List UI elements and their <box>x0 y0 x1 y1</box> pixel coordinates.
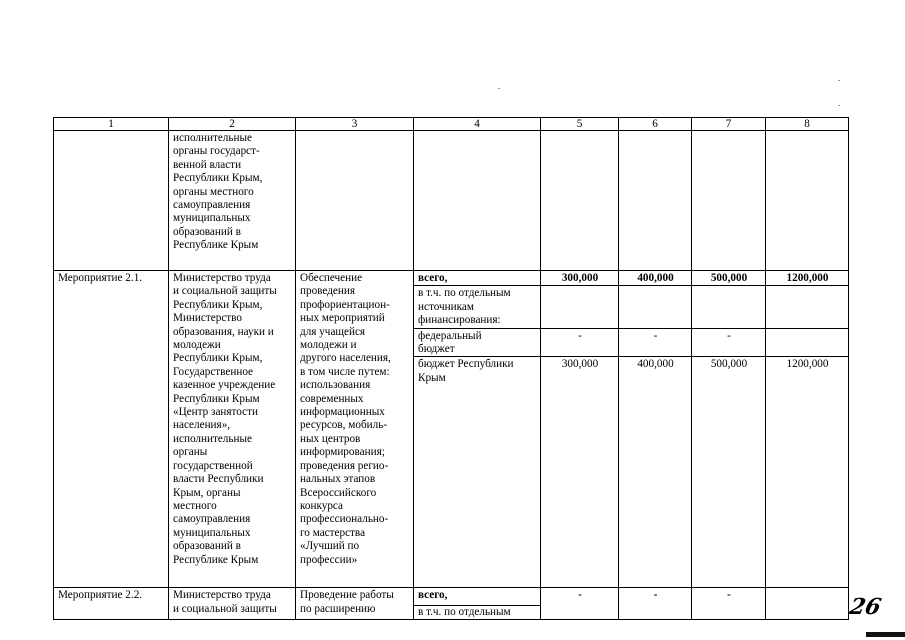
total-value: 400,000 <box>619 271 692 286</box>
empty-cell <box>54 131 169 271</box>
total-value: 1200,000 <box>766 271 849 286</box>
empty-cell <box>692 286 766 328</box>
total-value: - <box>619 588 692 620</box>
scan-speck <box>498 88 500 89</box>
total-label: всего, <box>414 271 541 286</box>
federal-value: - <box>692 328 766 357</box>
empty-cell <box>541 131 619 271</box>
total-value: 500,000 <box>692 271 766 286</box>
column-number-row <box>54 118 849 131</box>
event-name: Мероприятие 2.1. <box>54 271 169 588</box>
empty-cell <box>619 131 692 271</box>
republic-budget-label: бюджет Республики Крым <box>414 357 541 588</box>
scan-edge-mark <box>866 632 905 637</box>
column-number: 6 <box>619 118 692 131</box>
page-number: 26 <box>847 594 884 620</box>
financing-table <box>53 117 849 620</box>
total-value: - <box>692 588 766 620</box>
empty-cell <box>692 131 766 271</box>
federal-budget-label: федеральный бюджет <box>414 328 541 357</box>
column-number: 3 <box>296 118 414 131</box>
event-name: Мероприятие 2.2. <box>54 588 169 620</box>
republic-value: 1200,000 <box>766 357 849 588</box>
empty-cell <box>296 131 414 271</box>
event-2-2-finance-labels <box>414 588 541 620</box>
empty-cell <box>619 286 692 328</box>
event-description: Проведение работы по расширению <box>296 588 414 620</box>
republic-value: 400,000 <box>619 357 692 588</box>
event-executors: Министерство труда и социальной защиты <box>169 588 296 620</box>
republic-value: 300,000 <box>541 357 619 588</box>
empty-cell <box>766 131 849 271</box>
scan-speck <box>838 80 840 81</box>
total-label: всего, <box>418 589 448 602</box>
empty-cell <box>766 286 849 328</box>
scan-speck <box>838 105 840 106</box>
event-executors: Министерство труда и социальной защиты Республики Крым, Министерство образования, науки и молодежи Республики Крым, Государственное казенное учреждение Республики Крым «Центр занятости населения», исполнительные органы государственной власти Республики Крым, органы местного самоуправления муниципальных образований в Республике Крым <box>169 271 296 588</box>
column-number: 5 <box>541 118 619 131</box>
federal-value: - <box>619 328 692 357</box>
total-value: 300,000 <box>541 271 619 286</box>
sources-label: в т.ч. по отдельным источникам финансирования: <box>414 286 541 328</box>
total-value: - <box>541 588 619 620</box>
federal-value: - <box>541 328 619 357</box>
column-number: 2 <box>169 118 296 131</box>
republic-value: 500,000 <box>692 357 766 588</box>
column-number: 8 <box>766 118 849 131</box>
column-number: 7 <box>692 118 766 131</box>
event-row-2-1 <box>54 271 849 286</box>
empty-cell <box>414 131 541 271</box>
continuation-executors: исполнительные органы государст- венной власти Республики Крым, органы местного самоуправления муниципальных образований в Республике Крым <box>169 131 296 271</box>
federal-value <box>766 328 849 357</box>
continuation-row <box>54 131 849 271</box>
event-description: Обеспечение проведения профориентацион- ных мероприятий для учащейся молодежи и другого населения, в том числе путем: использования современных информационных ресурсов, мобиль- ных центров информирования; проведения регио- нальных этапов Всероссийского конкурса профессионально- го мастерства «Лучший по профессии» <box>296 271 414 588</box>
sources-label: в т.ч. по отдельным <box>414 605 540 619</box>
empty-cell <box>541 286 619 328</box>
column-number: 1 <box>54 118 169 131</box>
event-row-2-2 <box>54 588 849 620</box>
column-number: 4 <box>414 118 541 131</box>
total-value <box>766 588 849 620</box>
